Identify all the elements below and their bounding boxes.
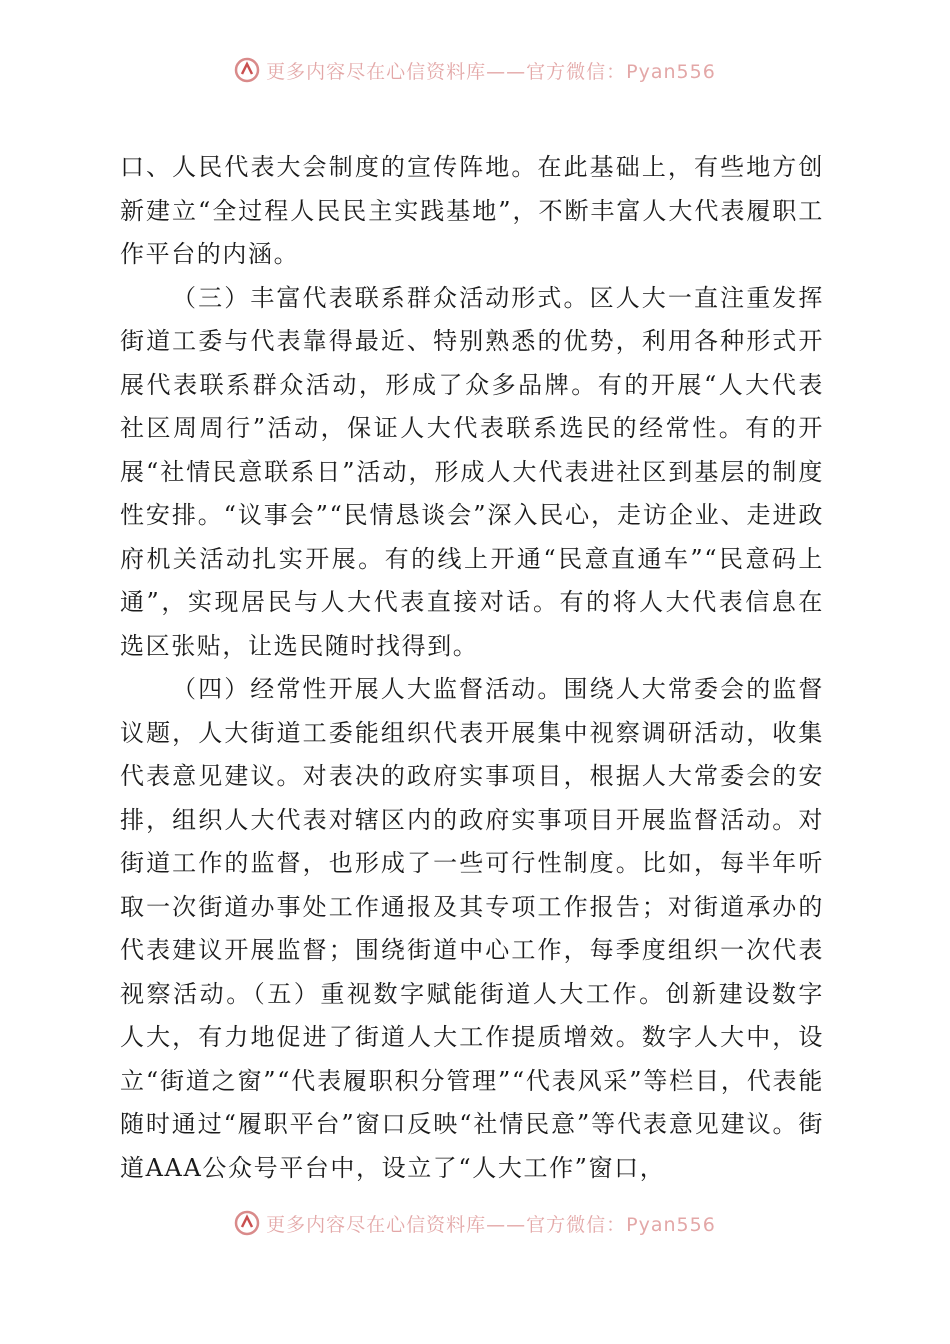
watermark-logo-icon xyxy=(234,57,260,83)
paragraph-1: 口、人民代表大会制度的宣传阵地。在此基础上，有些地方创新建立“全过程人民民主实践基地”，不断丰富人大代表履职工作平台的内涵。 xyxy=(120,153,824,268)
watermark-text: 更多内容尽在心信资料库——官方微信：Pyan556 xyxy=(266,1213,716,1236)
paragraph-2: （三）丰富代表联系群众活动形式。区人大一直注重发挥街道工委与代表靠得最近、特别熟悉的优势，利用各种形式开展代表联系群众活动，形成了众多品牌。有的开展“人大代表社区周周行”活动，保证人大代表联系选民的经常性。有的开展“社情民意联系日”活动，形成人大代表进社区到基层的制度性安排。“议事会”“民情恳谈会”深入民心，走访企业、走进政府机关活动扎实开展。有的线上开通“民意直通车”“民意码上通”，实现居民与人大代表直接对话。有的将人大代表信息在选区张贴，让选民随时找得到。 xyxy=(120,283,824,660)
footer-watermark xyxy=(0,1206,950,1240)
paragraph-3: （四）经常性开展人大监督活动。围绕人大常委会的监督议题，人大街道工委能组织代表开展集中视察调研活动，收集代表意见建议。对表决的政府实事项目，根据人大常委会的安排，组织人大代表对辖区内的政府实事项目开展监督活动。对街道工作的监督，也形成了一些可行性制度。比如，每半年听取一次街道办事处工作通报及其专项工作报告；对街道承办的代表建议开展监督；围绕街道中心工作，每季度组织一次代表视察活动。（五）重视数字赋能街道人大工作。创新建设数字人大，有力地促进了街道人大工作提质增效。数字人大中，设立“街道之窗”“代表履职积分管理”“代表风采”等栏目，代表能随时通过“履职平台”窗口反映“社情民意”等代表意见建议。街道AAA公众号平台中，设立了“人大工作”窗口， xyxy=(120,675,824,1182)
document-body xyxy=(120,146,824,1190)
watermark-text: 更多内容尽在心信资料库——官方微信：Pyan556 xyxy=(266,60,716,83)
watermark-logo-icon xyxy=(234,1210,260,1236)
header-watermark xyxy=(0,53,950,87)
